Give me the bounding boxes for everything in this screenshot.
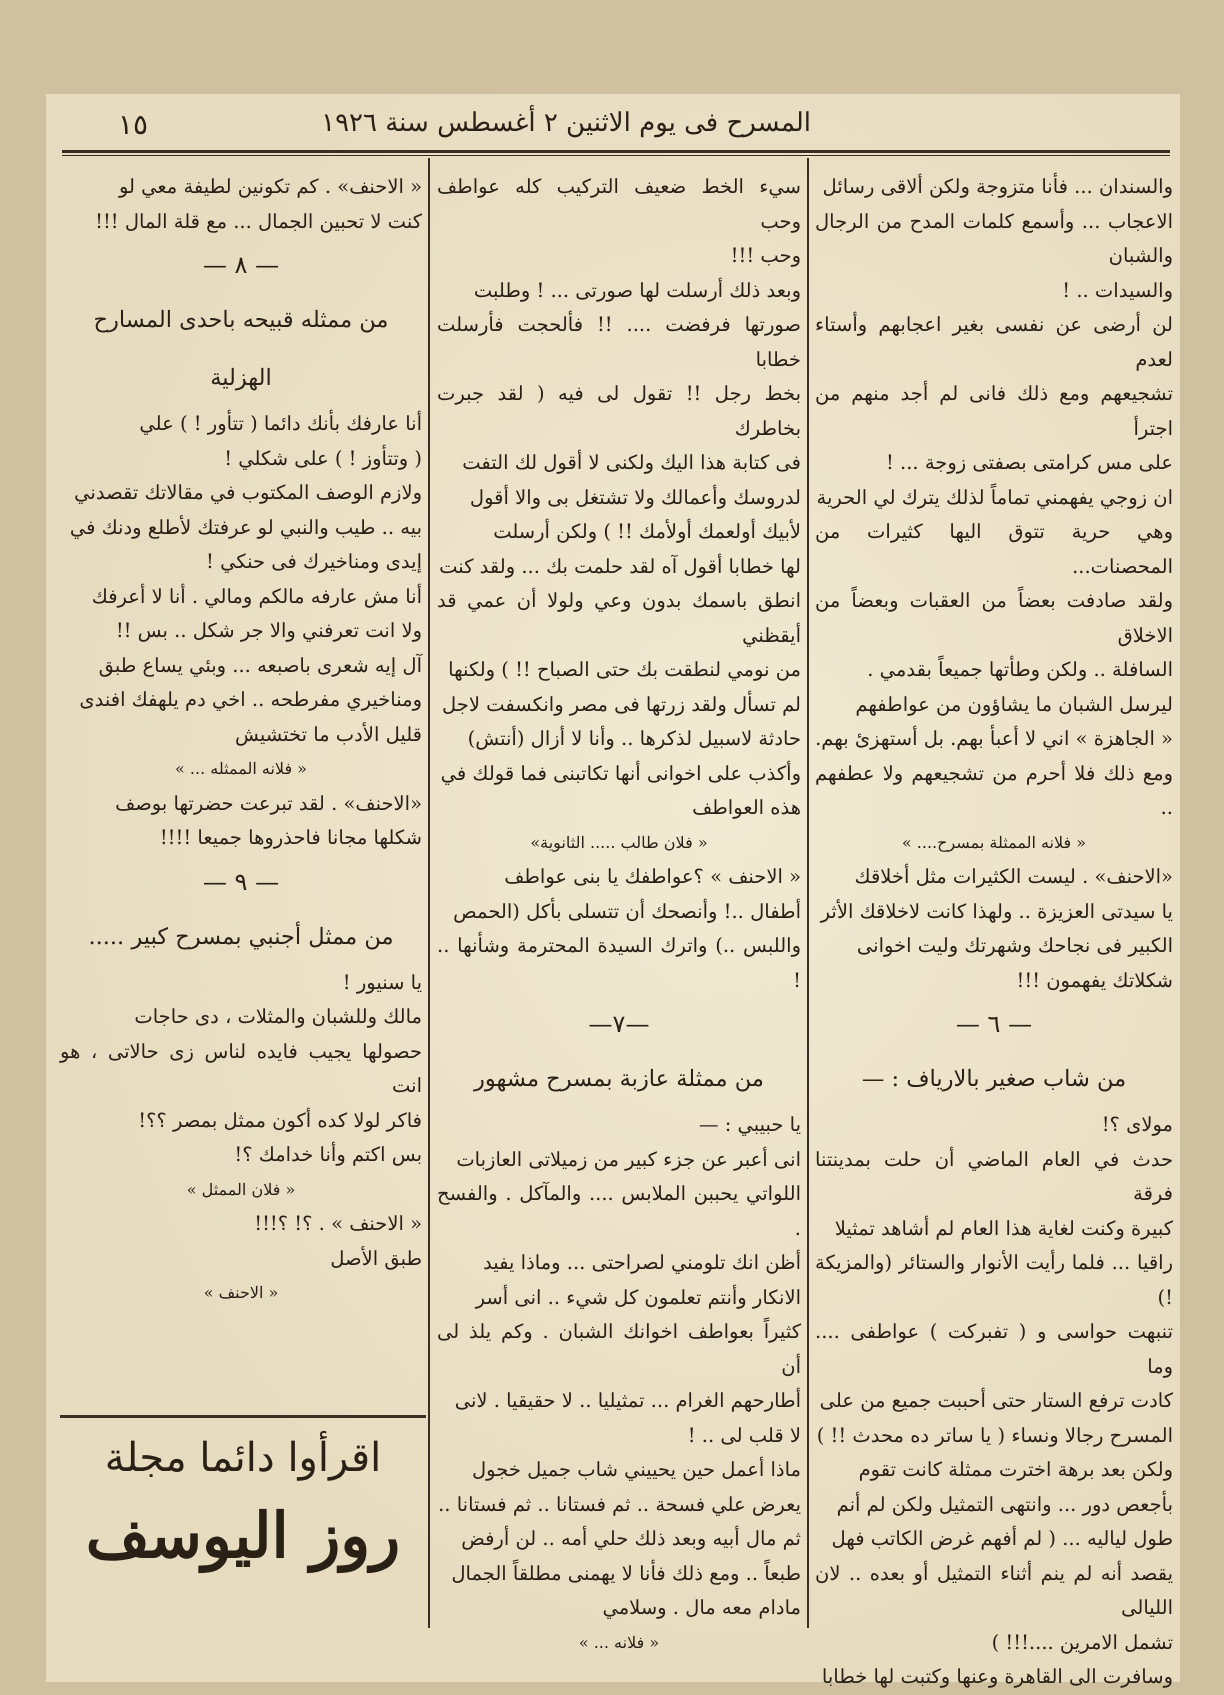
text-line: ومع ذلك فلا أحرم من تشجيعهم ولا عطفهم .. <box>815 761 1173 819</box>
text-line: وسافرت الى القاهرة وعنها وكتبت لها خطابا <box>821 1665 1173 1688</box>
salutation: يا سنيور ! <box>342 970 422 994</box>
column-right <box>815 170 1173 1695</box>
column-middle <box>437 170 801 1660</box>
text-line: مالك وللشبان والمثلات ، دى حاجات <box>134 1005 422 1028</box>
section-title: من ممثل أجنبي بمسرح كبير ..... <box>88 923 394 950</box>
reply-line: « الاحنف » . ؟! ؟!!! <box>254 1212 422 1235</box>
text-line: ماذا أعمل حين يحييني شاب جميل خجول <box>472 1458 801 1481</box>
text-line: لأبيك أولعمك أولأمك !! ) ولكن أرسلت <box>493 520 801 543</box>
reply-line: كنت لا تحبين الجمال ... مع قلة المال !!! <box>95 209 422 233</box>
text-line: أنا مش عارفه مالكم ومالي . أنا لا أعرفك <box>91 584 422 608</box>
text-line: آل إيه شعرى باصبعه ... وبئي يساع طبق <box>98 653 422 677</box>
text-line: هذه العواطف <box>692 796 801 819</box>
text-line: والسيدات .. ! <box>1062 278 1173 302</box>
author-sign-off: « الاحنف » <box>203 1283 279 1302</box>
reply-line: طبق الأصل <box>330 1246 422 1270</box>
text-line: أطارحهم الغرام ... تمثيليا .. لا حقيقيا . لانى <box>454 1389 801 1412</box>
advertisement <box>60 1428 426 1584</box>
text-line: ان زوجي يفهمني تماماً لذلك يترك لي الحرية <box>816 485 1173 509</box>
text-line: ولا انت تعرفني والا جر شكل .. بس !! <box>115 619 422 642</box>
text-line: صورتها فرفضت .... !! فألحجت فأرسلت خطابا <box>437 313 801 371</box>
advertisement-tagline: اقرأوا دائما مجلة <box>104 1435 382 1481</box>
advertisement-rule <box>60 1415 426 1418</box>
text-line: لا قلب لى .. ! <box>687 1423 801 1447</box>
reply-line: شكلاتك يفهمون !!! <box>1016 968 1173 992</box>
text-line: قليل الأدب ما تختشيش <box>234 722 422 746</box>
letter-signature: « فلانه ... » <box>578 1632 660 1652</box>
reply-line: «الاحنف» . ليست الكثيرات مثل أخلاقك <box>854 865 1173 888</box>
text-line: لدروسك وأعمالك ولا تشتغل بى والا أقول <box>469 485 801 509</box>
reply-line: « الاحنف » ؟عواطفك يا بنى عواطف <box>504 865 801 888</box>
column-divider-right <box>807 158 809 1628</box>
text-line: حدث في العام الماضي أن حلت بمدينتنا فرقة <box>815 1147 1173 1205</box>
text-line: المسرح رجالا ونساء ( يا ساتر ده محدث !! ) <box>816 1423 1173 1447</box>
letter-signature: « فلانه الممثلة بمسرح.... » <box>901 832 1087 852</box>
text-line: على مس كرامتى بصفتى زوجة ... ! <box>886 451 1173 474</box>
reply-line: واللبس ..) واترك السيدة المحترمة وشأنها .. ! <box>437 934 801 992</box>
column-left <box>60 170 422 1311</box>
reply-line: « الاحنف» . كم تكونين لطيفة معي لو <box>118 175 422 198</box>
text-line: انى أعبر عن جزء كبير من زميلاتى العازبات <box>456 1147 801 1171</box>
section-title: من ممثله قبيحه باحدى المسارح الهزلية <box>93 307 389 391</box>
column-divider-left <box>428 158 430 1628</box>
text-line: ولقد صادفت بعضاً من العقبات وبعضاً من الاخلاق <box>815 589 1173 647</box>
text-line: تشمل الامرين ....!!! ) <box>991 1630 1173 1654</box>
reply-line: الكبير فى نجاحك وشهرتك وليت اخوانى <box>856 934 1173 957</box>
reply-line: شكلها مجانا فاحذروها جميعا !!!! <box>159 826 422 849</box>
section-title: من ممثلة عازبة بمسرح مشهور <box>474 1066 764 1092</box>
text-line: يعرض علي فسحة .. ثم فستانا .. ثم فستانا .. <box>438 1492 801 1516</box>
text-line: الاعجاب ... وأسمع كلمات المدح من الرجال والشبان <box>815 209 1173 267</box>
text-line: طبعاً .. ومع ذلك فأنا لا يهمنى مطلقاً الجمال <box>451 1561 801 1585</box>
text-line: وأكذب على اخوانى أنها تكاتبنى فما قولك في <box>440 761 801 785</box>
letter-signature: « فلان طالب ..... الثانوية» <box>530 832 708 852</box>
text-line: كثيراً بعواطف اخوانك الشبان . وكم يلذ لى أن <box>437 1320 801 1378</box>
text-line: لم تسأل ولقد زرتها فى مصر وانكسفت لاجل <box>442 692 801 716</box>
text-line: سيء الخط ضعيف التركيب كله عواطف وحب <box>437 175 801 233</box>
text-line: والسندان ... فأنا متزوجة ولكن ألاقى رسائل <box>822 175 1173 198</box>
header-rule <box>62 150 1170 153</box>
running-title: المسرح فى يوم الاثنين ٢ أغسطس سنة ١٩٢٦ <box>321 108 811 138</box>
page-number: ١٥ <box>118 108 149 141</box>
text-line: حصولها يجيب فايده لناس زى حالاتى ، هو انت <box>60 1039 422 1097</box>
text-line: ومناخيري مفرطحه .. اخي دم يلهفك افندى <box>79 688 422 711</box>
text-line: ثم مال أبيه وبعد ذلك حلي أمه .. لن أرفض <box>461 1527 801 1550</box>
section-title: من شاب صغير بالارياف : — <box>861 1066 1127 1092</box>
text-line: بخط رجل !! تقول لى فيه ( لقد جبرت بخاطرك <box>437 382 801 440</box>
reply-line: «الاحنف» . لقد تبرعت حضرتها بوصف <box>115 791 422 815</box>
text-line: « الجاهزة » اني لا أعبأ بهم. بل أستهزئ بهم. <box>815 727 1173 750</box>
text-line: انطق باسمك بدون وعي ولولا أن عمي قد أيقظني <box>437 589 801 647</box>
text-line: ( وتتأوز ! ) على شكلي ! <box>224 446 422 470</box>
text-line: إيدى ومناخيرك فى حنكي ! <box>206 550 422 573</box>
text-line: راقيا ... فلما رأيت الأنوار والستائر (والمزيكة !) <box>815 1251 1173 1309</box>
text-line: فى كتابة هذا اليك ولكنى لا أقول لك التفت <box>462 451 801 474</box>
text-line: وبعد ذلك أرسلت لها صورتى ... ! وطلبت <box>473 278 801 302</box>
text-line: ولازم الوصف المكتوب في مقالاتك تقصدني <box>74 481 422 504</box>
text-line: تنبهت حواسى و ( تفبركت ) عواطفى .... وما <box>815 1320 1173 1378</box>
text-line: أظن انك تلومني لصراحتى ... وماذا يفيد <box>483 1251 801 1274</box>
text-line: الانكار وأنتم تعلمون كل شيء .. انى أسر <box>475 1285 801 1309</box>
section-number: —٧— <box>588 1010 650 1038</box>
text-line: فاكر لولا كده أكون ممثل بمصر ؟؟! <box>138 1108 422 1132</box>
text-line: حادثة لاسبيل لذكرها .. وأنا لا أزال (أنتش) <box>467 727 801 750</box>
text-line: بيه .. طيب والنبي لو عرفتك لأطلع ودنك في <box>69 515 422 539</box>
text-line: بأجعص دور ... وانتهى التمثيل ولكن لم أنم <box>836 1492 1173 1516</box>
text-line: من نومي لنطقت بك حتى الصباح !! ) ولكنها <box>448 658 801 681</box>
text-line: تشجيعهم ومع ذلك فانى لم أجد منهم من اجترأ <box>815 382 1173 440</box>
text-line: لن أرضى عن نفسى بغير اعجابهم وأستاء لعدم <box>815 313 1173 371</box>
section-number: — ٩ — <box>202 867 280 896</box>
advertisement-magazine-name: روز اليوسف <box>85 1499 401 1572</box>
text-line: بس اكتم وأنا خدامك ؟! <box>234 1143 422 1166</box>
text-line: مادام معه مال . وسلامي <box>602 1596 801 1619</box>
text-line: لها خطابا أقول آه لقد حلمت بك ... ولقد كنت <box>439 554 801 578</box>
header-rule-thin <box>62 155 1170 156</box>
section-number: — ٦ — <box>955 1010 1033 1038</box>
salutation: مولاى ؟! <box>1101 1113 1173 1136</box>
text-line: اللواتي يحببن الملابس .... والمآكل . والفسح . <box>437 1182 801 1240</box>
text-line: ليرسل الشبان ما يشاؤون من عواطفهم <box>855 692 1173 716</box>
text-line: طول لياليه ... ( لم أفهم غرض الكاتب فهل <box>831 1527 1173 1550</box>
text-line: وهي حرية تتوق اليها كثيرات من المحصنات... <box>815 520 1173 578</box>
text-line: كبيرة وكنت لغاية هذا العام لم أشاهد تمثيلا <box>834 1216 1173 1240</box>
letter-signature: « فلانه الممثله ... » <box>175 759 307 778</box>
reply-line: أطفال ..! وأنصحك أن تتسلى بأكل (الحمص <box>453 899 801 923</box>
text-line: ولكن بعد برهة اخترت ممثلة كانت تقوم <box>858 1458 1173 1481</box>
reply-line: يا سيدتى العزيزة .. ولهذا كانت لاخلاقك الأثر <box>820 899 1173 923</box>
text-line: وحب !!! <box>730 244 801 267</box>
text-line: كادت ترفع الستار حتى أحببت جميع من على <box>819 1389 1173 1412</box>
text-line: أنا عارفك بأنك دائما ( تتأور ! ) علي <box>139 412 422 435</box>
letter-signature: « فلان الممثل » <box>186 1179 296 1199</box>
section-number: — ٨ — <box>202 251 280 279</box>
salutation: يا حبيبي : — <box>699 1113 801 1136</box>
text-line: السافلة .. ولكن وطأتها جميعاً بقدمي . <box>867 658 1173 681</box>
text-line: يقصد أنه لم ينم أثناء التمثيل أو بعده .. لان الليالى <box>815 1561 1173 1619</box>
